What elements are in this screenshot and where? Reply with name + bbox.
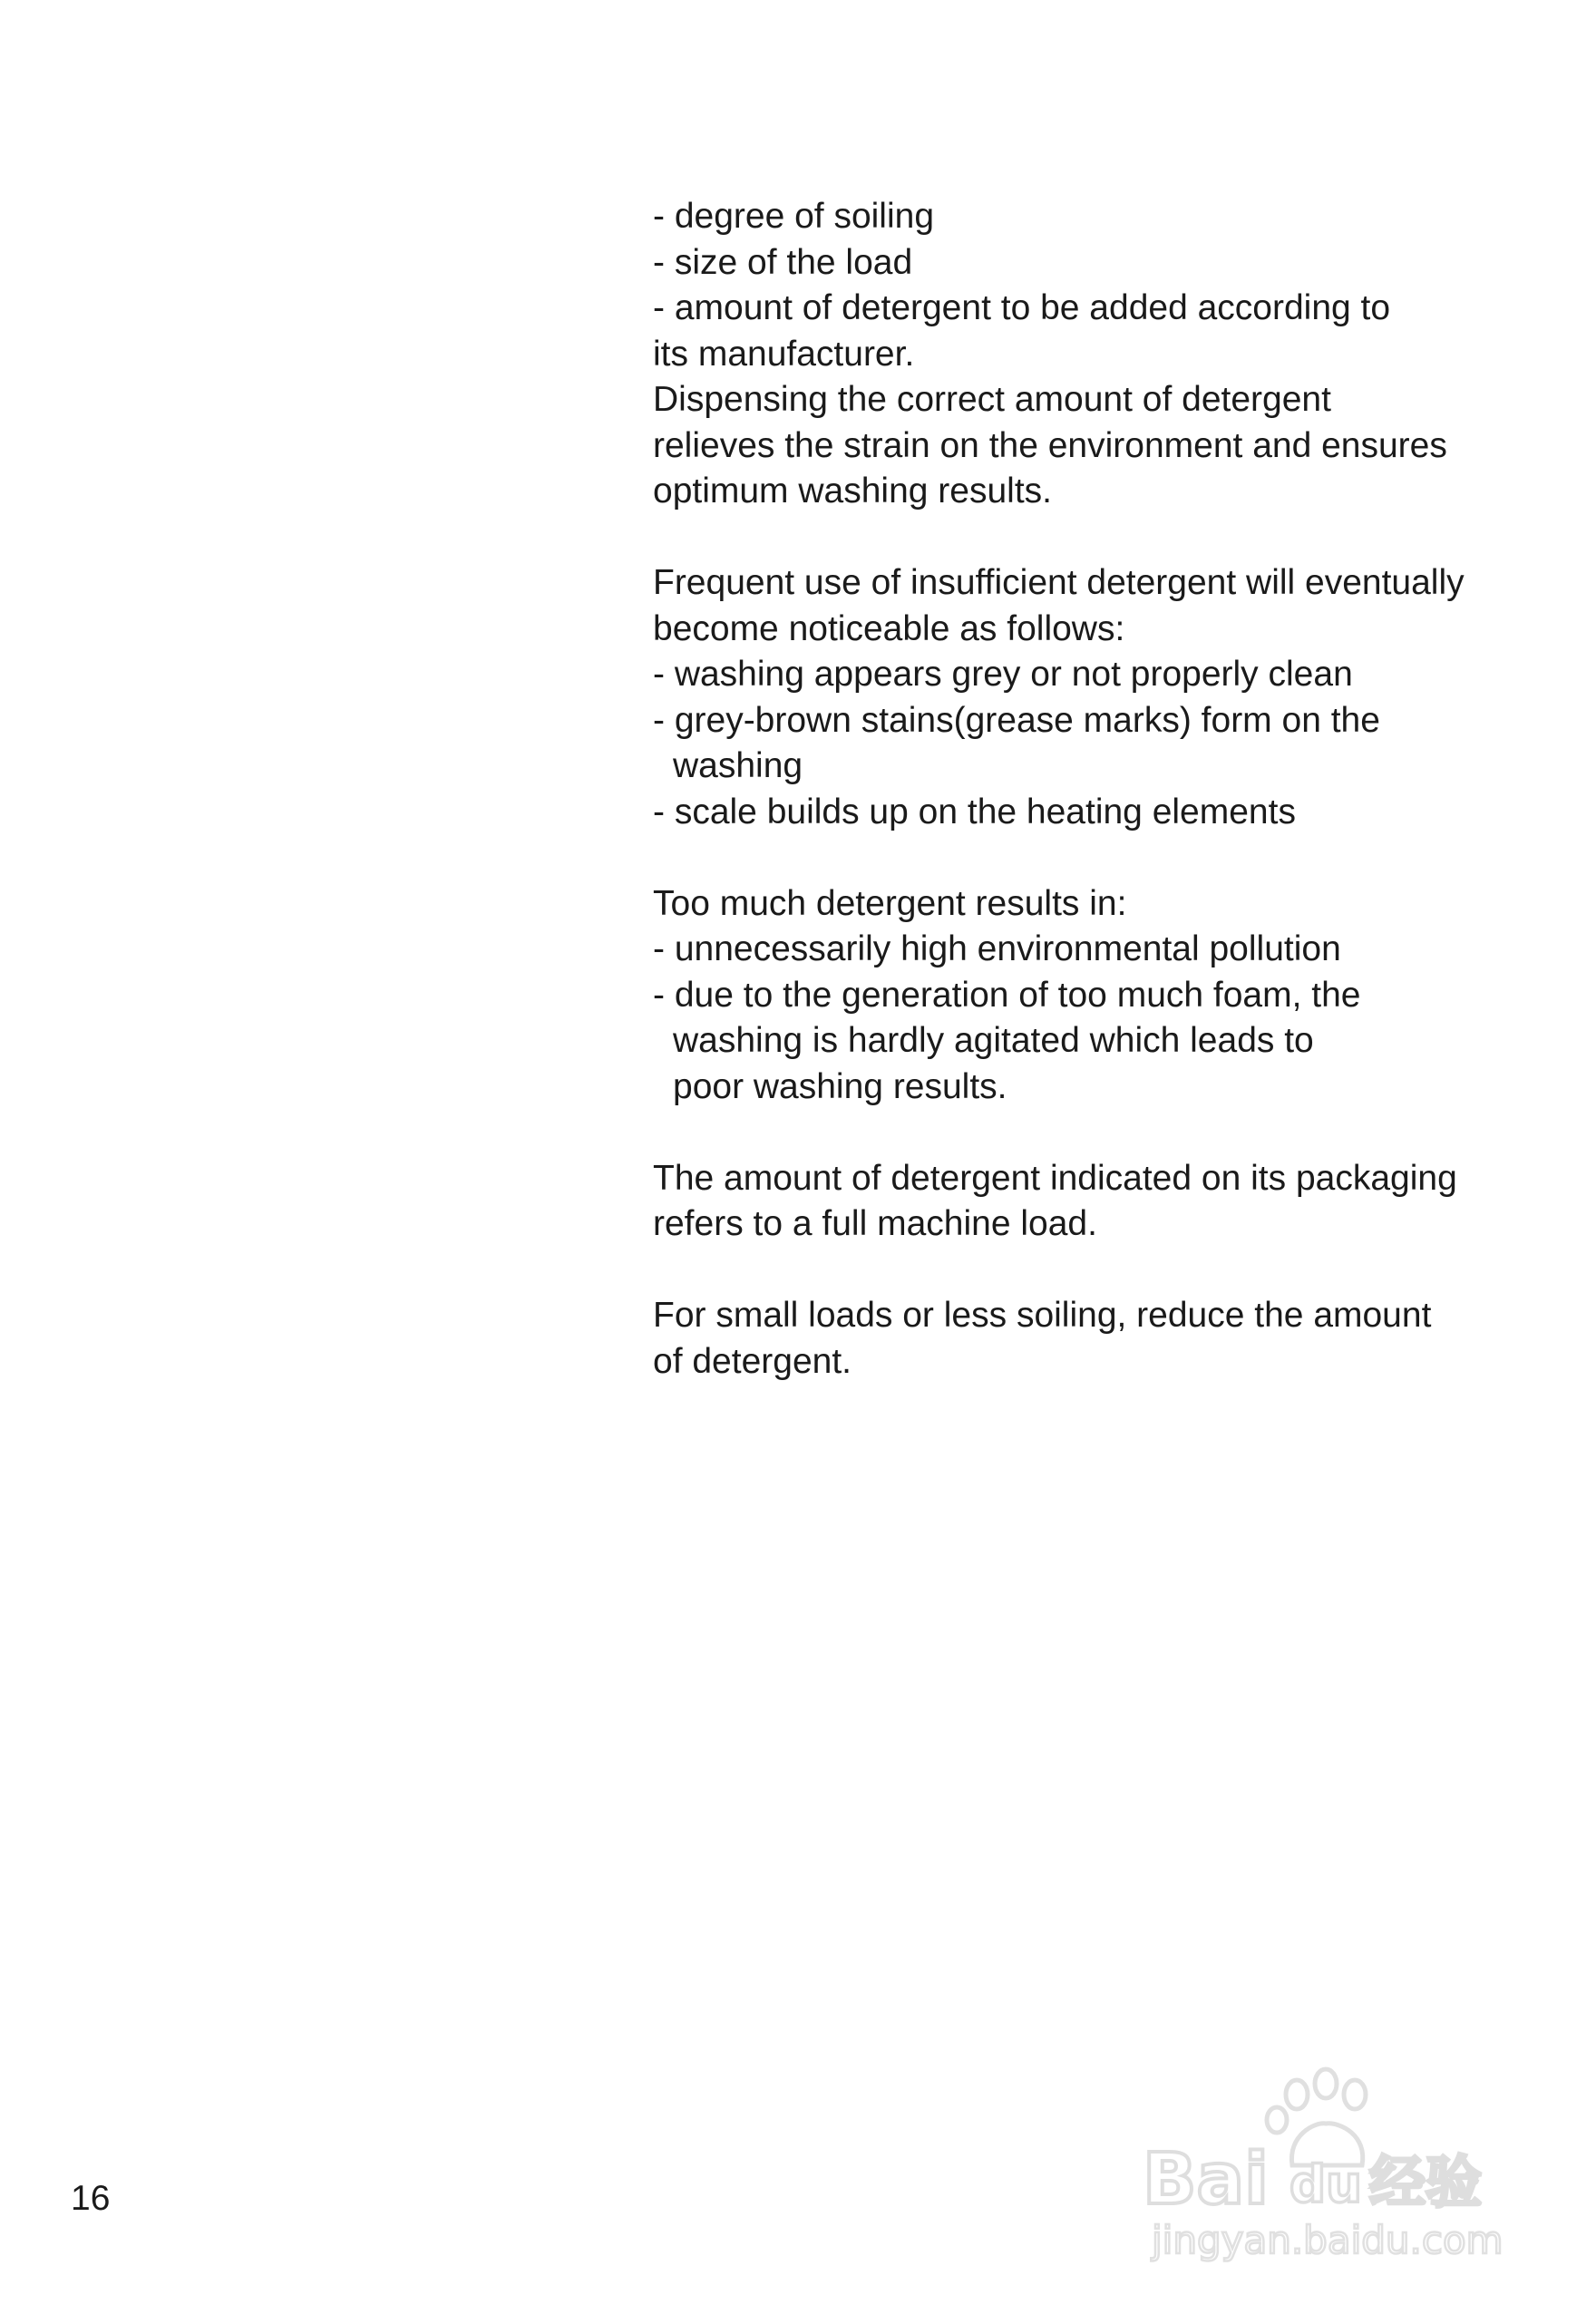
text-line: - due to the generation of too much foam, the bbox=[653, 975, 1361, 1015]
page-number: 16 bbox=[71, 2179, 111, 2218]
text-line: For small loads or less soiling, reduce the amount bbox=[653, 1296, 1432, 1335]
text-line: - grey-brown stains(grease marks) form on the bbox=[653, 700, 1380, 740]
text-line: optimum washing results. bbox=[653, 472, 1053, 510]
text-line: become noticeable as follows: bbox=[653, 608, 1125, 648]
text-line: The amount of detergent indicated on its packaging bbox=[653, 1158, 1457, 1198]
blank-line bbox=[653, 835, 1551, 881]
svg-text:jingyan.baidu.com: jingyan.baidu.com bbox=[1152, 2218, 1504, 2262]
text-line: washing bbox=[673, 746, 803, 785]
svg-text:Bai: Bai bbox=[1143, 2139, 1269, 2221]
text-line: Frequent use of insufficient detergent will eventually bbox=[653, 563, 1465, 602]
svg-text:du: du bbox=[1289, 2155, 1362, 2214]
blank-line bbox=[653, 1248, 1551, 1294]
text-line: - amount of detergent to be added according to bbox=[653, 288, 1391, 327]
text-line: - size of the load bbox=[653, 242, 913, 282]
text-line: poor washing results. bbox=[673, 1066, 1007, 1106]
svg-text:经验: 经验 bbox=[1369, 2149, 1483, 2215]
text-line: washing is hardly agitated which leads to bbox=[673, 1021, 1314, 1060]
text-line: refers to a full machine load. bbox=[653, 1204, 1097, 1243]
blank-line bbox=[653, 515, 1551, 561]
body-text bbox=[653, 194, 1551, 1385]
text-line: Dispensing the correct amount of detergent bbox=[653, 380, 1331, 419]
text-line: - unnecessarily high environmental pollution bbox=[653, 929, 1341, 968]
text-line: its manufacturer. bbox=[653, 334, 915, 374]
text-line: Too much detergent results in: bbox=[653, 883, 1127, 923]
text-line: relieves the strain on the environment and ensures bbox=[653, 425, 1447, 465]
blank-line bbox=[653, 1110, 1551, 1156]
baidu-jingyan-watermark-logo bbox=[1124, 2058, 1523, 2267]
text-line: - washing appears grey or not properly clean bbox=[653, 655, 1353, 694]
text-line: - degree of soiling bbox=[653, 197, 935, 236]
text-line: - scale builds up on the heating elements bbox=[653, 792, 1296, 831]
paw-icon bbox=[1267, 2069, 1366, 2165]
text-line: of detergent. bbox=[653, 1341, 852, 1381]
